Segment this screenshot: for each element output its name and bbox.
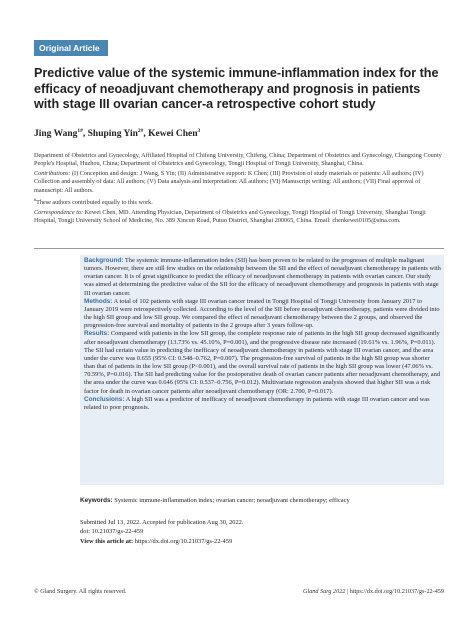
author-affiliation-mark: 1# xyxy=(77,128,83,134)
article-link[interactable]: https://dx.doi.org/10.21037/gs-22-459 xyxy=(134,537,233,545)
paper-title: Predictive value of the systemic immune-inflammation index for the efficacy of neoadjuvant chemotherapy and prognosis in patients with stage III ovarian cancer-a retrospective cohort study xyxy=(34,66,439,111)
contributions-text: (I) Conception and design: J Wang, S Yin; (II) Administrative support: K Chen; (III) Provision of study materials or patients: All authors; (IV) Collection and assembly of data: All authors; (V) Data analysis and interpretation: All authors; (VI) Manuscript writing: All authors; (VII) Final approval of manuscript: All authors. xyxy=(34,170,424,194)
view-article-label: View this article at: xyxy=(80,537,134,545)
abstract-methods: Methods: A total of 102 patients with stage III ovarian cancer treated in Tongji Hospital of Tongji University from January 2017 to January 2019 were retrospectively collected. According to the level of the SII before neoadjuvant chemotherapy, patients were divided into the high SII group and low SII group. We compared the effect of neoadjuvant chemotherapy between the 2 groups, and observed the progression-free survival and mortality of patients in the 2 groups after 3 years follow-up. xyxy=(84,297,440,330)
equal-contribution-note: #These authors contributed equally to this work. xyxy=(34,197,153,207)
copyright-footer: © Gland Surgery. All rights reserved. xyxy=(34,588,127,595)
keywords-label: Keywords: xyxy=(80,497,113,504)
abstract-background: Background: The systemic immune-inflammation index (SII) has been proven to be related to the prognoses of multiple malignant tumors. However, there are still few studies on the relationship between the SII and the effect of neoadjuvant chemotherapy in patients with ovarian cancer. It is of great significance to predict the efficacy of neoadjuvant chemotherapy in patients with ovarian cancer. Our study was aimed at determining the predictive value of the SII for the efficacy of neoadjuvant chemotherapy and prognosis in patients with stage III ovarian cancer. xyxy=(84,257,441,297)
correspondence-text: Kewei Chen, MD. Attending Physician, Department of Obstetrics and Gynecology, Tongji Hospital of Tongji University, Shanghai Tongji Hospital, Tongji University School of Medicine, No. 389 Xincun Road, Putuo District, Shanghai 200065, China. Email: chenkewei0105@sina.com. xyxy=(34,209,426,225)
abstract-results: Results: Compared with patients in the low SII group, the complete response rate of patients in the high SII group decreased significantly after neoadjuvant chemotherapy (13.73% vs. 45.10%, P=0.001), and the progressive disease rate increased (19.61% vs. 1.96%, P=0.011). The SII had certain value in predicting the inefficacy of neoadjuvant chemotherapy in patients with stage III ovarian cancer, and the area under the curve was 0.655 (95% CI: 0.548–0.762, P=0.007). The progression-free survival of patients in the high SII group was shorter than that of patients in the low SII group (P<0.001), and the overall survival rate of patients in the high SII group was lower (47.06% vs. 70.59%, P=0.016). The SII had predicting value for the postoperative death of ovarian cancer patients after neoadjuvant chemotherapy, and the area under the curve was 0.646 (95% CI: 0.537–0.756, P=0.012). Multivariate regression analysis showed that higher SII was a risk factor for death in ovarian cancer patients after neoadjuvant chemotherapy (OR: 2.700, P=0.017). xyxy=(84,330,441,395)
section-divider xyxy=(34,248,444,249)
affiliations: Department of Obstetrics and Gynecology, Affiliated Hospital of Chifeng University, Chifeng, China; Department of Obstetrics and Gynecology, Changxing County People's Hospital, Huzhou, China; Department of Obstetrics and Gynecology, Tongji Hospital of Tongji University, Shanghai, China. xyxy=(34,152,442,168)
correspondence-note xyxy=(34,209,444,226)
author-affiliation-mark: 2# xyxy=(137,128,144,134)
journal-name: Gland Surg 2022 xyxy=(303,588,346,595)
author-name: Shuping Yin xyxy=(87,129,138,140)
abstract xyxy=(84,257,442,412)
submission-dates: Submitted Jul 13, 2022. Accepted for publication Aug 30, 2022. xyxy=(80,519,244,526)
correspondence-label: Correspondence to: xyxy=(34,209,84,217)
author-name: Kewei Chen xyxy=(148,129,198,140)
author-list: Jing Wang$^{1\#}$, Shuping Yin$^{2\#}$, Kewei Chen$^3$ xyxy=(34,128,201,140)
footer-doi-link[interactable]: | https://dx.doi.org/10.21037/gs-22-459 xyxy=(346,588,444,595)
abstract-conclusions: Conclusions: A high SII was a predictor of inefficacy of neoadjuvant chemotherapy in patients with stage III ovarian cancer and was related to poor prognosis. xyxy=(84,395,430,411)
view-article-line xyxy=(80,537,444,546)
front-matter-notes xyxy=(34,152,444,227)
publication-info xyxy=(80,518,444,546)
contributions-label: Contributions: xyxy=(34,170,71,177)
article-type-badge: Original Article xyxy=(34,40,108,56)
journal-footer xyxy=(303,588,444,595)
contributions-note xyxy=(34,170,444,195)
author-name: Jing Wang xyxy=(34,129,78,140)
keywords-text: Systemic immune-inflammation index; ovarian cancer; neoadjuvant chemotherapy; efficacy xyxy=(114,497,350,504)
doi-text: doi: 10.21037/gs-22-459 xyxy=(80,528,144,536)
author-affiliation-mark: 3 xyxy=(197,128,201,134)
keywords xyxy=(80,497,444,505)
